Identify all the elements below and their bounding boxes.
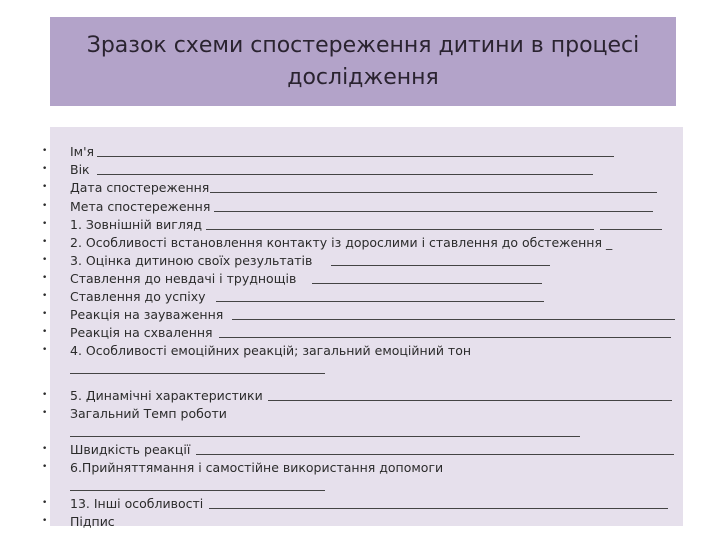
list-item: [0, 179, 720, 196]
fill-in-line[interactable]: [312, 283, 542, 284]
bullet-icon: •: [42, 219, 48, 229]
fill-in-line[interactable]: [196, 454, 674, 455]
bullet-icon: •: [42, 462, 48, 472]
slide-title-line-2: дослідження: [287, 64, 439, 90]
fill-in-line[interactable]: [214, 211, 653, 212]
bullet-icon: •: [42, 146, 48, 156]
list-item: [0, 216, 720, 233]
item-label: Загальний Темп роботи: [70, 406, 227, 421]
fill-in-line[interactable]: [210, 192, 657, 193]
list-item: [0, 513, 720, 530]
list-item: [0, 495, 720, 512]
fill-in-line[interactable]: [331, 265, 550, 266]
item-label: Мета спостереження: [70, 199, 211, 214]
list-item: [0, 441, 720, 458]
item-label: Вік: [70, 162, 90, 177]
item-label: 5. Динамічні характеристики: [70, 388, 263, 403]
list-item: [0, 198, 720, 215]
bullet-icon: •: [42, 273, 48, 283]
item-label: Швидкість реакції: [70, 442, 191, 457]
bullet-icon: •: [42, 498, 48, 508]
list-item: [0, 161, 720, 178]
item-label: 1. Зовнішній вигляд: [70, 217, 202, 232]
list-item: [0, 288, 720, 305]
list-item: [0, 234, 720, 251]
list-item: [0, 459, 720, 476]
bullet-icon: •: [42, 327, 48, 337]
item-label: Підпис: [70, 514, 115, 529]
item-label: 2. Особливості встановлення контакту із дорослими і ставлення до обстеження _: [70, 235, 613, 250]
item-label: Ставлення до невдачі і труднощів: [70, 271, 297, 286]
bullet-icon: •: [42, 408, 48, 418]
list-item-continuation: [0, 423, 720, 440]
bullet-icon: •: [42, 237, 48, 247]
fill-in-line[interactable]: [209, 508, 668, 509]
item-label: 3. Оцінка дитиною своїх результатів: [70, 253, 313, 268]
fill-in-line[interactable]: [70, 373, 325, 374]
fill-in-line[interactable]: [216, 301, 544, 302]
list-item-continuation: [0, 360, 720, 377]
bullet-icon: •: [42, 444, 48, 454]
bullet-icon: •: [42, 390, 48, 400]
fill-in-line[interactable]: [70, 436, 580, 437]
item-label: 13. Інші особливості: [70, 496, 204, 511]
slide-title-line-1: Зразок схеми спостереження дитини в процесі: [86, 32, 640, 58]
bullet-icon: •: [42, 164, 48, 174]
bullet-icon: •: [42, 182, 48, 192]
item-label: Дата спостереження: [70, 180, 210, 195]
list-item: [0, 324, 720, 341]
list-item: [0, 342, 720, 359]
fill-in-line[interactable]: [268, 400, 672, 401]
item-label: 4. Особливості емоційних реакцій; загальний емоційний тон: [70, 343, 472, 358]
bullet-icon: •: [42, 201, 48, 211]
item-label: Ставлення до успіху: [70, 289, 206, 304]
fill-in-line[interactable]: [97, 156, 614, 157]
item-label: Реакція на схвалення: [70, 325, 213, 340]
list-item-continuation: [0, 477, 720, 494]
fill-in-line[interactable]: [600, 229, 662, 230]
list-item: [0, 252, 720, 269]
item-label: Реакція на зауваження: [70, 307, 224, 322]
fill-in-line[interactable]: [232, 319, 675, 320]
bullet-icon: •: [42, 255, 48, 265]
list-item: [0, 387, 720, 404]
item-label: 6.Прийняттямання і самостійне використання допомоги: [70, 460, 444, 475]
fill-in-line[interactable]: [206, 229, 594, 230]
bullet-icon: •: [42, 345, 48, 355]
bullet-icon: •: [42, 291, 48, 301]
list-item: [0, 405, 720, 422]
fill-in-line[interactable]: [219, 337, 671, 338]
bullet-icon: •: [42, 309, 48, 319]
fill-in-line[interactable]: [70, 490, 325, 491]
item-label: Ім'я: [70, 144, 95, 159]
list-item: [0, 270, 720, 287]
bullet-icon: •: [42, 516, 48, 526]
fill-in-line[interactable]: [97, 174, 593, 175]
list-item: [0, 306, 720, 323]
list-item: [0, 143, 720, 160]
